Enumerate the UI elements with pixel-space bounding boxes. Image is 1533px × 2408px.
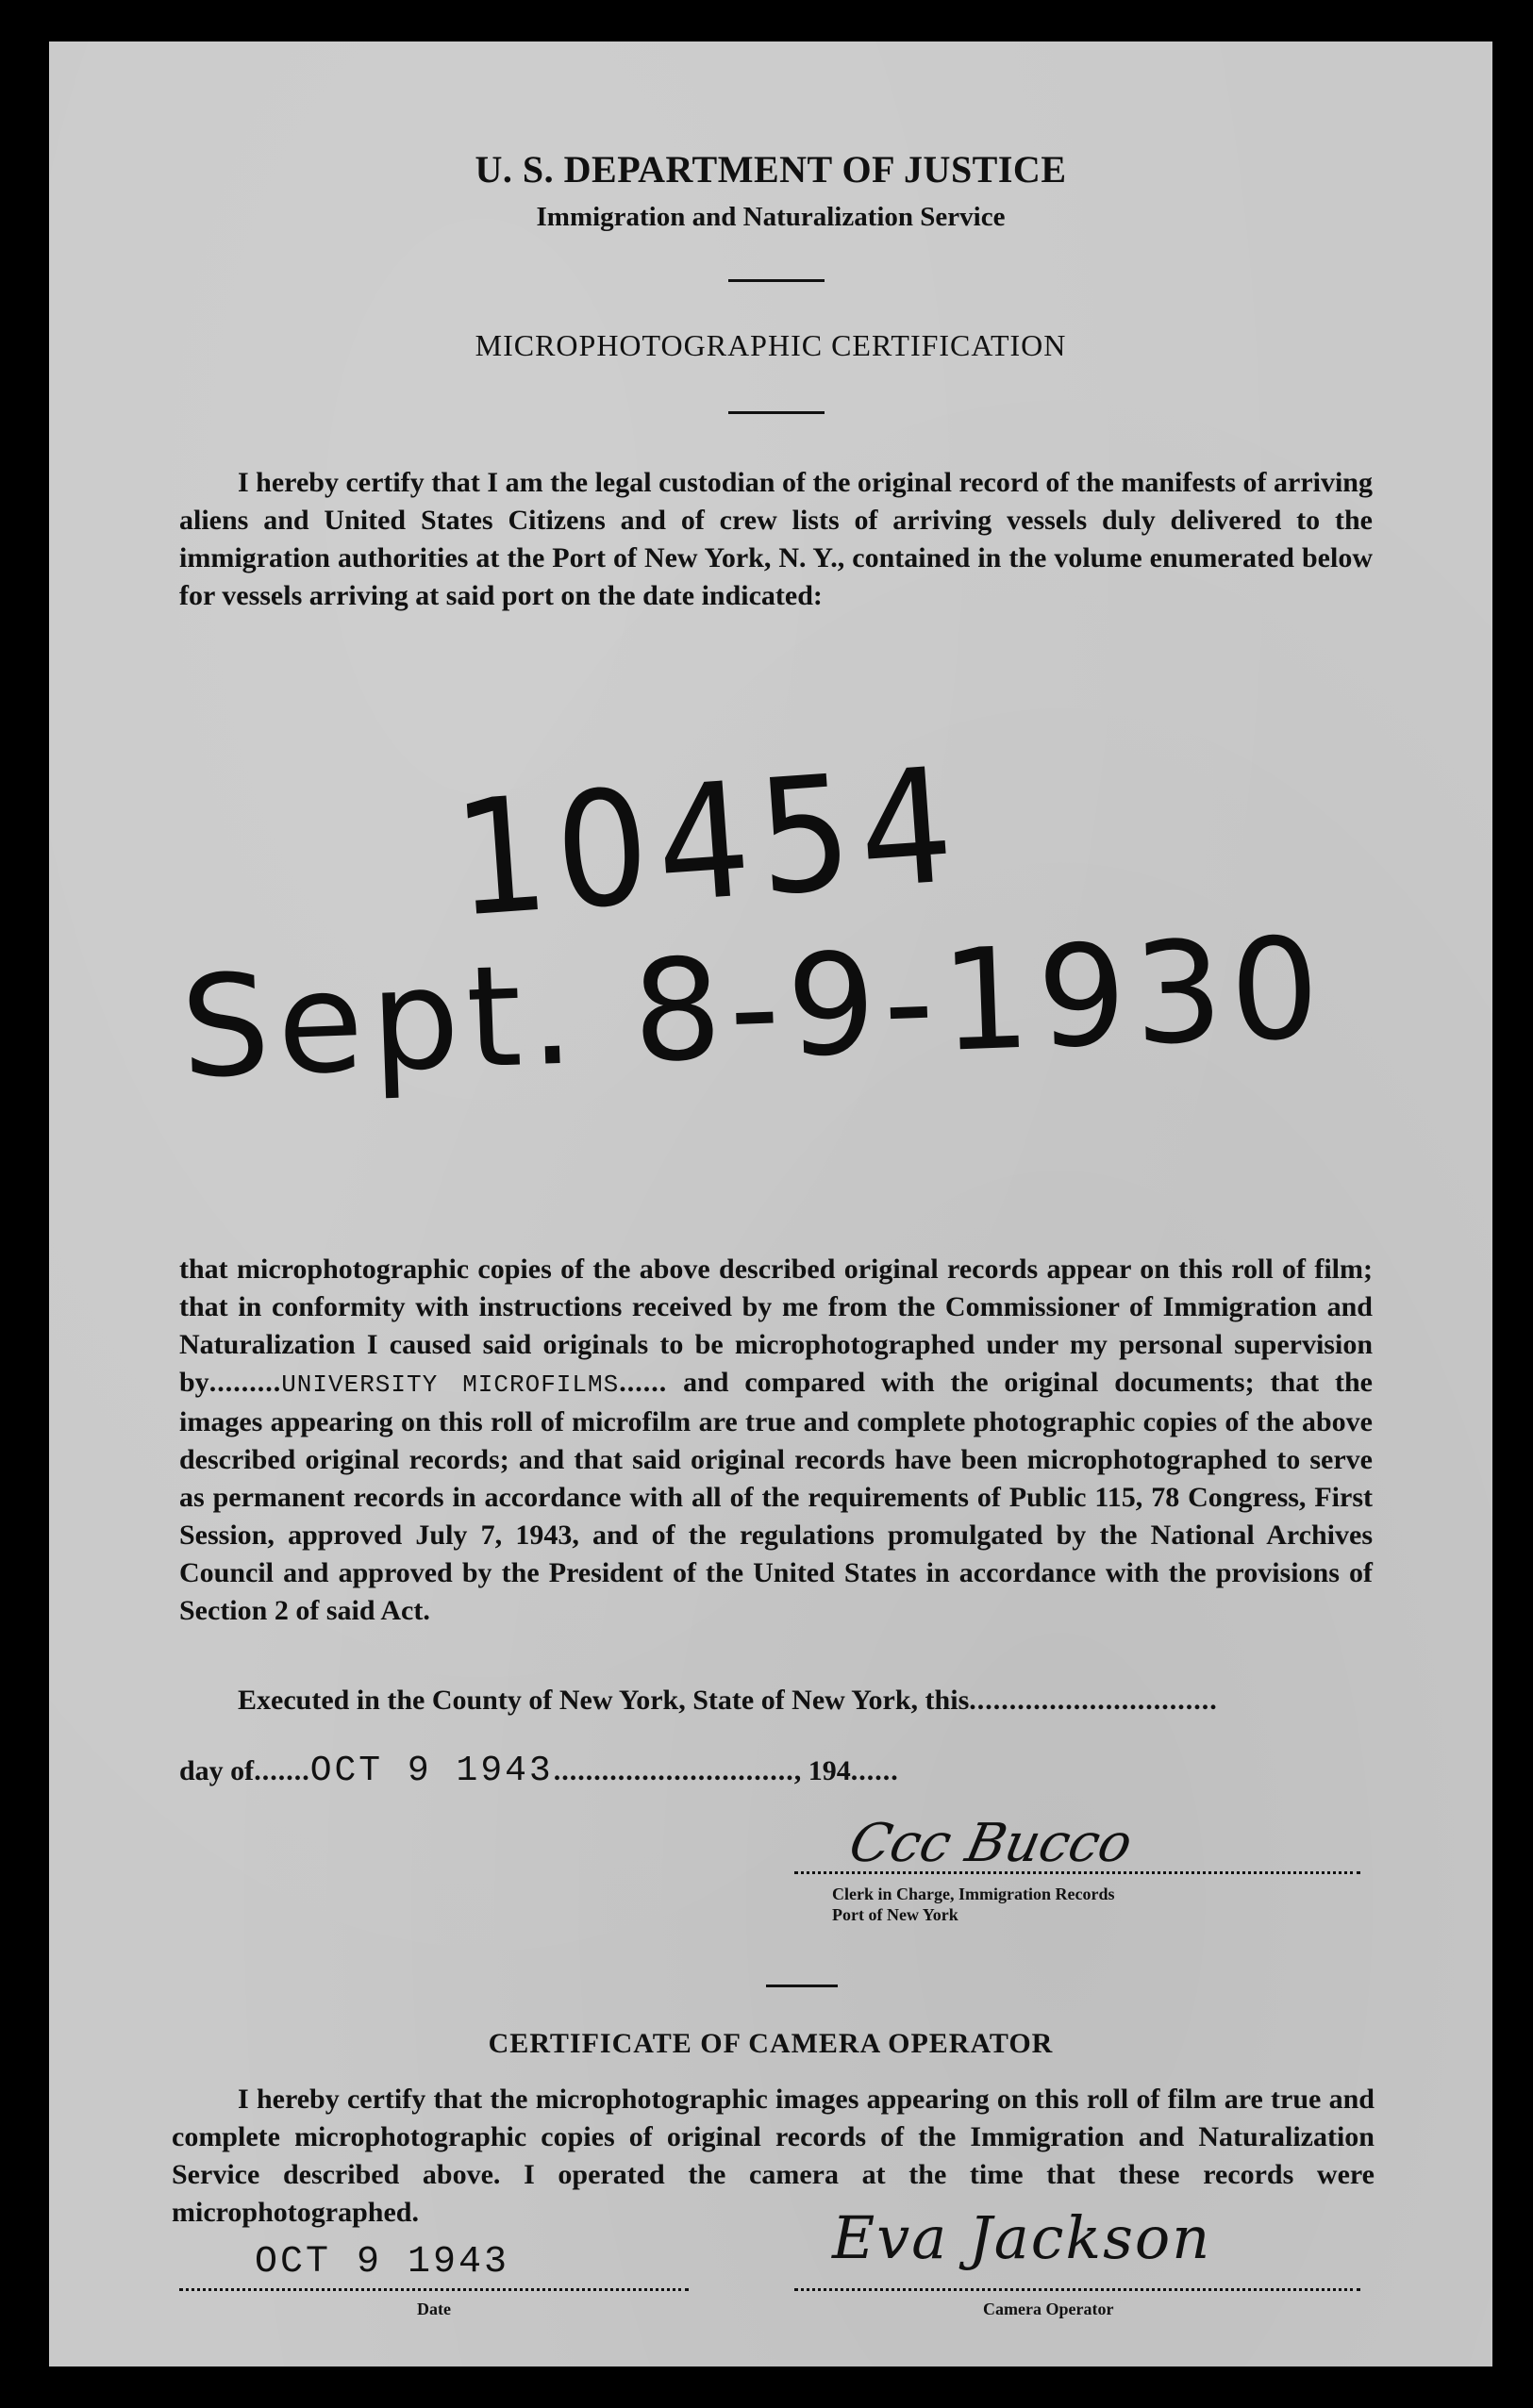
camera-section-divider [766, 1985, 838, 1987]
clerk-signature: Ccc Bucco [843, 1813, 1138, 1874]
microfilmer-name: UNIVERSITY MICROFILMS [281, 1370, 620, 1399]
clerk-port: Port of New York [832, 1905, 958, 1924]
day-of-date-stamp: OCT 9 1943 [309, 1751, 554, 1791]
camera-operator-block [794, 2203, 1417, 2319]
day-of-label: day of [179, 1755, 255, 1786]
heading-divider-top [728, 279, 825, 282]
day-of-dotted-lead: ....... [254, 1755, 310, 1786]
executed-line [238, 1685, 1373, 1717]
year-label: , 194 [793, 1755, 851, 1786]
camera-certificate-text: I hereby certify that the microphotographic images appearing on this roll of film are true and complete microphotographic copies of original records of the Immigration and Naturalization Service described above. I operated the camera at the time that these records were microphotographed. [172, 2084, 1375, 2228]
camera-certificate-title: CERTIFICATE OF CAMERA OPERATOR [488, 2028, 1054, 2059]
certification-intro [179, 464, 1373, 615]
day-of-dotted-tail: .............................. [553, 1755, 794, 1786]
handwritten-volume-date: Sept. 8-9-1930 [177, 906, 1330, 1109]
clerk-signature-block [794, 1813, 1417, 1925]
camera-operator-signature: Eva Jackson [832, 2203, 1212, 2272]
body-lead-text: that microphotographic copies of the above described original records appear on this roll of film; that in conformity with instructions received by me from the Commissioner of Immigration and Naturalization I caused said originals to be microphotographed under my personal supervision by [179, 1254, 1373, 1398]
microfilmer-dotted-tail: ...... [619, 1367, 668, 1398]
day-of-line [179, 1751, 1373, 1791]
certification-body [179, 1251, 1373, 1630]
handwritten-volume-number: 10454 [448, 732, 968, 953]
service-subheading: Immigration and Naturalization Service [536, 202, 1006, 232]
clerk-title: Clerk in Charge, Immigration Records [832, 1885, 1115, 1903]
executed-dotted-line: ............................... [969, 1685, 1218, 1716]
form-title: MICROPHOTOGRAPHIC CERTIFICATION [475, 328, 1067, 362]
intro-paragraph: I hereby certify that I am the legal custodian of the original record of the manifests of arriving aliens and United States Citizens and of crew lists of arriving vessels duly delivered to the immigration authorities at the Port of New York, N. Y., contained in the volume enumerated below for vessels arriving at said port on the date indicated: [179, 467, 1373, 611]
camera-operator-label: Camera Operator [983, 2300, 1114, 2318]
heading-divider-bottom [728, 411, 825, 414]
executed-text: Executed in the County of New York, State of New York, this [238, 1685, 970, 1716]
camera-date-stamp: OCT 9 1943 [255, 2241, 510, 2283]
year-dotted-line: ...... [850, 1755, 899, 1786]
body-paragraph [179, 1251, 1373, 1630]
certificate-sheet [49, 42, 1492, 2366]
agency-heading: U. S. DEPARTMENT OF JUSTICE [475, 148, 1067, 191]
camera-date-block [179, 2241, 689, 2319]
camera-operator-line [794, 2288, 1360, 2291]
microfilmer-dotted-lead: ......... [208, 1367, 282, 1398]
body-rest-text: and compared with the original documents; that the images appearing on this roll of microfilm are true and complete photographic copies of the above described original records; and that said original records have been microphotographed to serve as permanent records in accordance with all of the requirements of Public 115, 78 Congress, First Session, approved July 7, 1943, and of the regulations promulgated by the National Archives Council and approved by the President of the United States in accordance with the provisions of Section 2 of said Act. [179, 1367, 1373, 1626]
camera-date-line [179, 2288, 689, 2291]
camera-date-label: Date [417, 2300, 451, 2318]
